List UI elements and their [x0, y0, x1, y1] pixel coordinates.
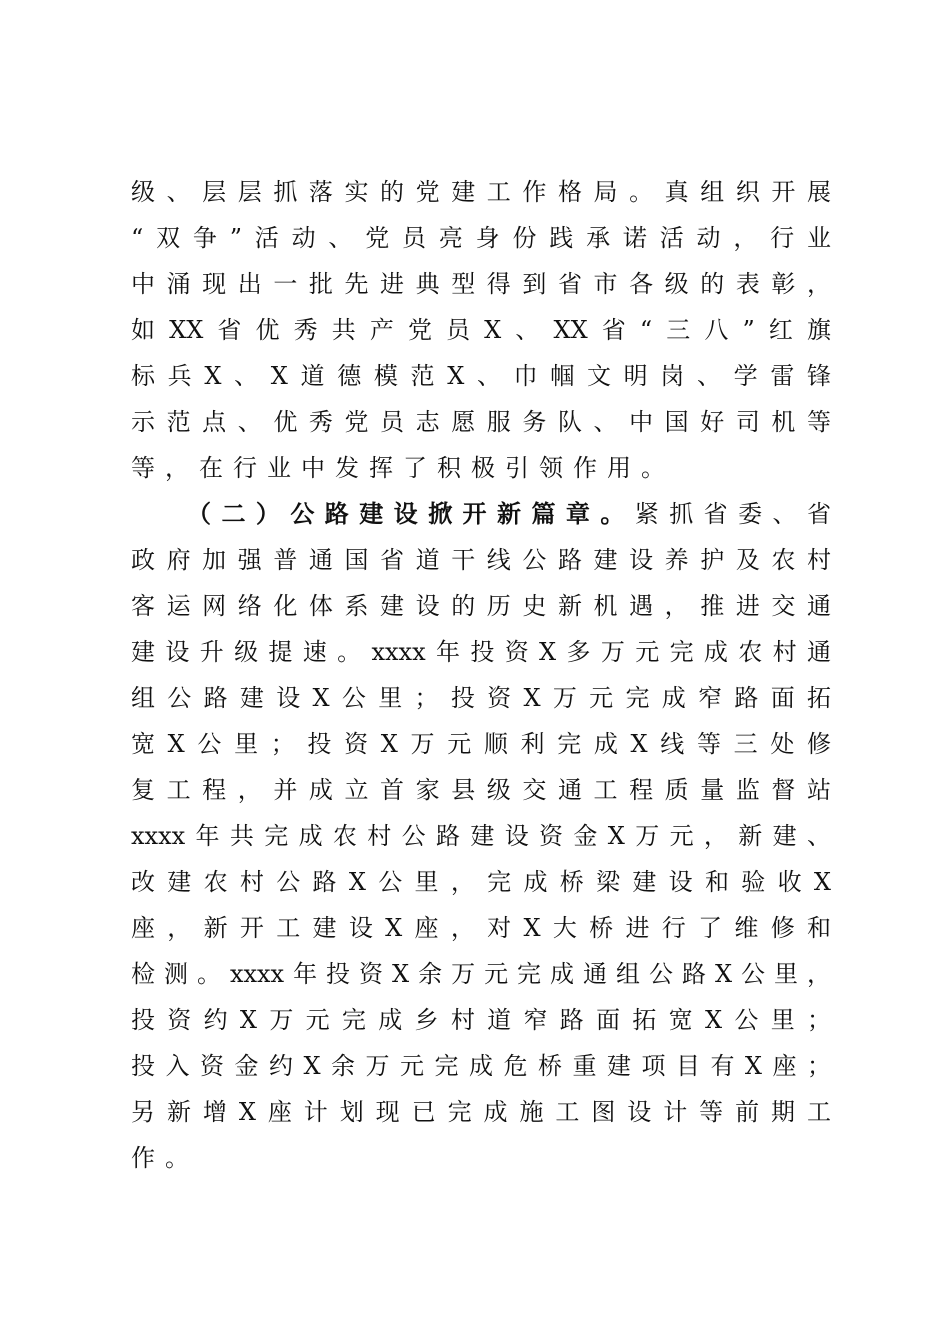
- text-line: 改建农村公路X公里，完成桥梁建设和验收X: [131, 868, 831, 896]
- text-line: 级、层层抓落实的党建工作格局。真组织开展: [131, 178, 831, 206]
- text-line: 复工程，并成立首家县级交通工程质量监督站: [131, 776, 831, 804]
- text-line: 作。: [131, 1144, 199, 1172]
- text-line: xxxx年共完成农村公路建设资金X万元，新建、: [131, 822, 831, 850]
- text-line: 标兵X、X道德模范X、巾帼文明岗、学雷锋: [131, 362, 831, 390]
- text-line: 检测。xxxx年投资X余万元完成通组公路X公里，: [131, 960, 831, 988]
- text-line: 另新增X座计划现已完成施工图设计等前期工: [131, 1098, 831, 1126]
- section-heading-rest: 紧抓省委、省: [634, 500, 832, 528]
- text-line: 客运网络化体系建设的历史新机遇，推进交通: [131, 592, 831, 620]
- text-line: 示范点、优秀党员志愿服务队、中国好司机等: [131, 408, 831, 436]
- text-line: “双争”活动、党员亮身份践承诺活动，行业: [131, 224, 831, 252]
- text-line: 建设升级提速。xxxx年投资X多万元完成农村通: [131, 638, 831, 666]
- text-line: 宽X公里；投资X万元顺利完成X线等三处修: [131, 730, 831, 758]
- text-line: 投资约X万元完成乡村道窄路面拓宽X公里；: [131, 1006, 831, 1034]
- text-line: 组公路建设X公里；投资X万元完成窄路面拓: [131, 684, 831, 712]
- text-line: 政府加强普通国省道干线公路建设养护及农村: [131, 546, 831, 574]
- text-line: 如XX省优秀共产党员X、XX省“三八”红旗: [131, 316, 831, 344]
- section-heading: （二）公路建设掀开新篇章。: [187, 499, 635, 528]
- text-line: 座，新开工建设X座，对X大桥进行了维修和: [131, 914, 831, 942]
- text-line: 中涌现出一批先进典型得到省市各级的表彰，: [131, 270, 831, 298]
- section-heading-line: [187, 491, 831, 537]
- text-line: 等，在行业中发挥了积极引领作用。: [131, 454, 675, 482]
- text-line: 投入资金约X余万元完成危桥重建项目有X座；: [131, 1052, 831, 1080]
